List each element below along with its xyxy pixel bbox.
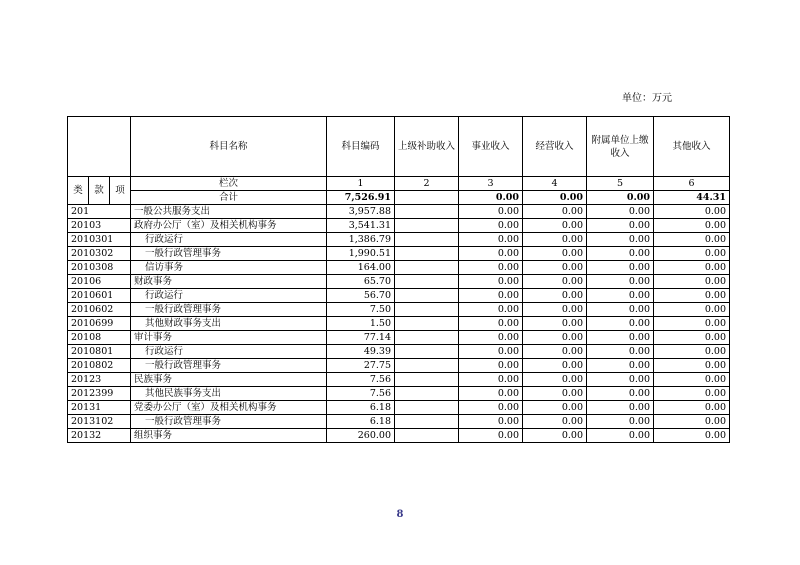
col-index-number: 4 [523, 177, 587, 191]
row-value: 3,957.88 [327, 205, 395, 219]
row-code: 20106 [68, 275, 131, 289]
row-value [395, 429, 459, 443]
row-name: 一般行政管理事务 [131, 359, 327, 373]
row-name: 一般行政管理事务 [131, 415, 327, 429]
header-name: 科目名称 [131, 117, 327, 177]
col-index-label: 栏次 [131, 177, 327, 191]
row-value: 7.56 [327, 387, 395, 401]
row-value: 0.00 [654, 331, 730, 345]
row-value: 0.00 [459, 219, 523, 233]
row-name: 行政运行 [131, 345, 327, 359]
col-index-number: 6 [654, 177, 730, 191]
row-value: 0.00 [523, 233, 587, 247]
row-value: 0.00 [523, 345, 587, 359]
row-code: 2010601 [68, 289, 131, 303]
row-value: 0.00 [587, 247, 654, 261]
row-value: 0.00 [654, 373, 730, 387]
row-name: 其他财政事务支出 [131, 317, 327, 331]
row-value: 0.00 [654, 303, 730, 317]
row-value: 0.00 [587, 289, 654, 303]
row-value: 0.00 [654, 429, 730, 443]
row-code: 20123 [68, 373, 131, 387]
row-value [395, 387, 459, 401]
row-value: 0.00 [459, 233, 523, 247]
row-value: 0.00 [523, 219, 587, 233]
row-value: 0.00 [654, 401, 730, 415]
total-value: 0.00 [587, 191, 654, 205]
row-code: 20131 [68, 401, 131, 415]
row-value: 3,541.31 [327, 219, 395, 233]
table-row [68, 387, 730, 401]
row-value [395, 331, 459, 345]
row-value: 0.00 [587, 401, 654, 415]
row-name: 民族事务 [131, 373, 327, 387]
header-col4: 附属单位上缴收入 [587, 117, 654, 177]
row-name: 政府办公厅（室）及相关机构事务 [131, 219, 327, 233]
header-lei: 类 [68, 177, 89, 205]
row-value: 7.50 [327, 303, 395, 317]
table-row [68, 359, 730, 373]
row-value: 0.00 [459, 401, 523, 415]
row-value: 164.00 [327, 261, 395, 275]
col-index-number: 1 [327, 177, 395, 191]
row-value [395, 289, 459, 303]
row-value [395, 401, 459, 415]
row-value: 0.00 [459, 345, 523, 359]
row-value: 0.00 [654, 261, 730, 275]
row-name: 一般行政管理事务 [131, 247, 327, 261]
row-value: 0.00 [523, 415, 587, 429]
row-value [395, 303, 459, 317]
row-value: 0.00 [654, 387, 730, 401]
header-xiang: 项 [110, 177, 131, 205]
row-value: 0.00 [523, 373, 587, 387]
row-value: 0.00 [654, 205, 730, 219]
table-row [68, 415, 730, 429]
header-col5: 其他收入 [654, 117, 730, 177]
row-value: 1,386.79 [327, 233, 395, 247]
table-row [68, 345, 730, 359]
row-code: 201 [68, 205, 131, 219]
table-row [68, 233, 730, 247]
row-code: 2010602 [68, 303, 131, 317]
row-value: 0.00 [587, 359, 654, 373]
row-value: 0.00 [523, 275, 587, 289]
row-value [395, 345, 459, 359]
row-value [395, 247, 459, 261]
row-value: 0.00 [523, 289, 587, 303]
row-name: 一般公共服务支出 [131, 205, 327, 219]
total-row [68, 191, 730, 205]
row-value: 0.00 [459, 247, 523, 261]
row-value: 65.70 [327, 275, 395, 289]
row-value: 49.39 [327, 345, 395, 359]
row-value: 0.00 [654, 317, 730, 331]
table-row [68, 303, 730, 317]
row-value: 0.00 [459, 429, 523, 443]
row-name: 信访事务 [131, 261, 327, 275]
row-value [395, 415, 459, 429]
row-value [395, 261, 459, 275]
table-row [68, 275, 730, 289]
total-value: 44.31 [654, 191, 730, 205]
row-value: 1,990.51 [327, 247, 395, 261]
row-value: 0.00 [587, 317, 654, 331]
row-value: 0.00 [523, 387, 587, 401]
row-name: 一般行政管理事务 [131, 303, 327, 317]
total-value [395, 191, 459, 205]
row-code: 20132 [68, 429, 131, 443]
row-code: 2012399 [68, 387, 131, 401]
table-row [68, 331, 730, 345]
row-code: 2010802 [68, 359, 131, 373]
row-value: 0.00 [654, 289, 730, 303]
row-name: 组织事务 [131, 429, 327, 443]
row-code: 2010308 [68, 261, 131, 275]
total-value: 0.00 [523, 191, 587, 205]
col-index-number: 5 [587, 177, 654, 191]
row-value: 1.50 [327, 317, 395, 331]
row-value: 0.00 [523, 303, 587, 317]
row-value: 0.00 [587, 415, 654, 429]
row-value [395, 373, 459, 387]
row-value: 0.00 [587, 387, 654, 401]
header-col3: 经营收入 [523, 117, 587, 177]
row-value: 0.00 [523, 317, 587, 331]
row-code: 20108 [68, 331, 131, 345]
row-value: 0.00 [523, 261, 587, 275]
row-code: 2013102 [68, 415, 131, 429]
table-row [68, 205, 730, 219]
row-value: 6.18 [327, 401, 395, 415]
row-value: 0.00 [459, 387, 523, 401]
row-value: 77.14 [327, 331, 395, 345]
row-value: 0.00 [523, 429, 587, 443]
row-value: 0.00 [459, 317, 523, 331]
row-value: 0.00 [587, 233, 654, 247]
table-row [68, 289, 730, 303]
header-blank [68, 117, 131, 177]
income-table [67, 116, 730, 443]
header-col1: 上级补助收入 [395, 117, 459, 177]
row-code: 2010801 [68, 345, 131, 359]
row-name: 行政运行 [131, 233, 327, 247]
row-value [395, 317, 459, 331]
row-value: 0.00 [654, 233, 730, 247]
row-value [395, 275, 459, 289]
table-row [68, 401, 730, 415]
row-value: 0.00 [459, 275, 523, 289]
table-row [68, 429, 730, 443]
row-value: 0.00 [587, 303, 654, 317]
row-value: 0.00 [459, 359, 523, 373]
row-value: 0.00 [459, 373, 523, 387]
row-value: 0.00 [459, 303, 523, 317]
row-value: 0.00 [459, 261, 523, 275]
row-name: 审计事务 [131, 331, 327, 345]
row-value: 0.00 [654, 345, 730, 359]
row-value: 0.00 [587, 275, 654, 289]
row-name: 党委办公厅（室）及相关机构事务 [131, 401, 327, 415]
row-value: 0.00 [587, 429, 654, 443]
header-col2: 事业收入 [459, 117, 523, 177]
row-value: 0.00 [459, 205, 523, 219]
row-value: 0.00 [654, 359, 730, 373]
row-value: 0.00 [654, 247, 730, 261]
row-value: 0.00 [587, 205, 654, 219]
row-code: 20103 [68, 219, 131, 233]
row-name: 行政运行 [131, 289, 327, 303]
row-value: 0.00 [523, 359, 587, 373]
row-value: 260.00 [327, 429, 395, 443]
row-value: 0.00 [459, 415, 523, 429]
total-value: 7,526.91 [327, 191, 395, 205]
row-value [395, 359, 459, 373]
table-row [68, 261, 730, 275]
row-value: 0.00 [587, 345, 654, 359]
row-code: 2010301 [68, 233, 131, 247]
row-value: 0.00 [654, 219, 730, 233]
row-value: 56.70 [327, 289, 395, 303]
row-name: 其他民族事务支出 [131, 387, 327, 401]
header-kuan: 款 [89, 177, 110, 205]
row-value [395, 219, 459, 233]
unit-label: 单位：万元 [622, 93, 672, 104]
row-value: 0.00 [459, 331, 523, 345]
row-value: 0.00 [587, 219, 654, 233]
row-code: 2010302 [68, 247, 131, 261]
row-value: 7.56 [327, 373, 395, 387]
row-value: 27.75 [327, 359, 395, 373]
row-value: 0.00 [587, 373, 654, 387]
row-value [395, 233, 459, 247]
header-row [68, 117, 730, 177]
table-row [68, 317, 730, 331]
row-value: 6.18 [327, 415, 395, 429]
header-code: 科目编码 [327, 117, 395, 177]
row-value: 0.00 [654, 275, 730, 289]
row-value: 0.00 [459, 289, 523, 303]
row-value: 0.00 [654, 415, 730, 429]
table-row [68, 219, 730, 233]
row-value: 0.00 [587, 261, 654, 275]
row-code: 2010699 [68, 317, 131, 331]
table-row [68, 247, 730, 261]
row-name: 财政事务 [131, 275, 327, 289]
col-index-row [68, 177, 730, 191]
row-value: 0.00 [587, 331, 654, 345]
page-number: 8 [396, 509, 404, 520]
table-row [68, 373, 730, 387]
row-value: 0.00 [523, 401, 587, 415]
col-index-number: 2 [395, 177, 459, 191]
row-value: 0.00 [523, 205, 587, 219]
total-value: 0.00 [459, 191, 523, 205]
col-index-number: 3 [459, 177, 523, 191]
row-value: 0.00 [523, 331, 587, 345]
row-value [395, 205, 459, 219]
total-label: 合计 [131, 191, 327, 205]
row-value: 0.00 [523, 247, 587, 261]
